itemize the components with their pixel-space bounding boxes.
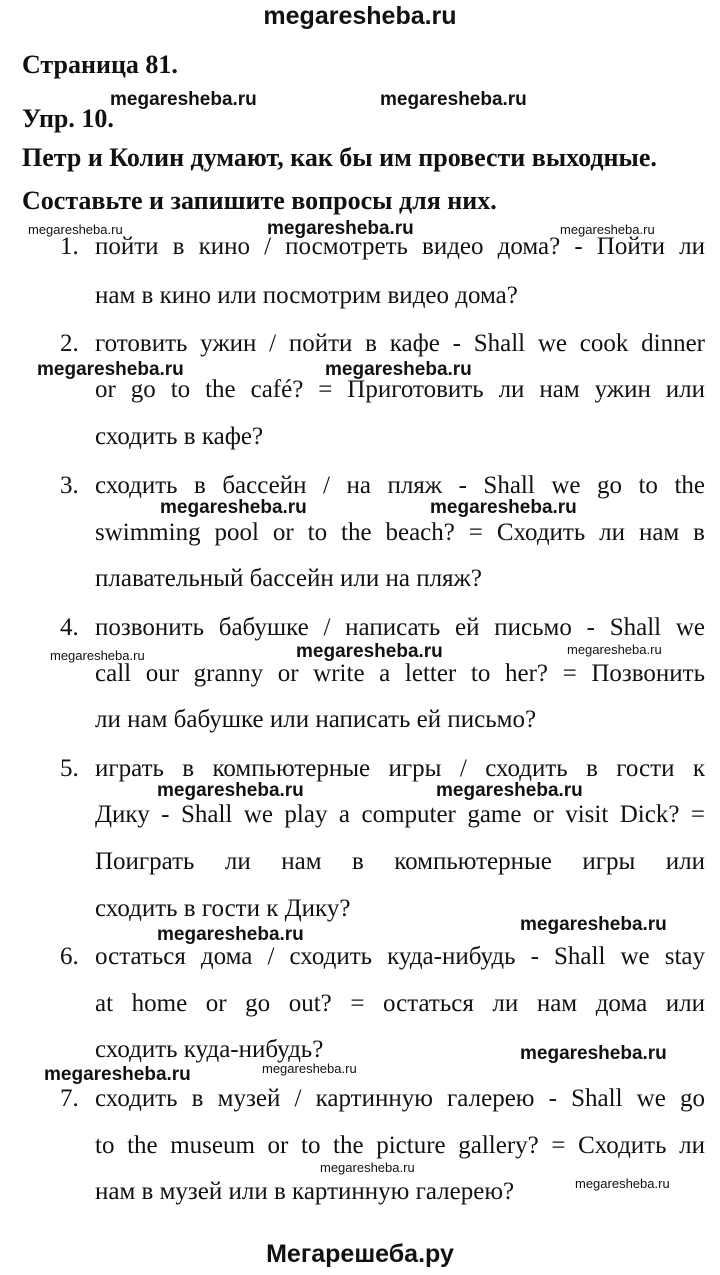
watermark-small: megaresheba.ru — [320, 1160, 415, 1175]
watermark: megaresheba.ru — [436, 780, 583, 801]
item-line: нам в музей или в картинную галерею? — [95, 1178, 515, 1205]
item-number: 7. — [60, 1085, 79, 1112]
item-line: to the museum or to the picture gallery? = Сходить ли — [95, 1132, 705, 1159]
item-line: at home or go out? = остаться ли нам дома или — [95, 990, 705, 1017]
watermark: megaresheba.ru — [37, 359, 184, 380]
task-line-2: Составьте и запишите вопросы для них. — [22, 186, 497, 215]
item-line: остаться дома / сходить куда-нибудь - Shall we stay — [95, 943, 705, 970]
watermark-small: megaresheba.ru — [560, 222, 655, 237]
watermark: megaresheba.ru — [157, 924, 304, 945]
item-line: ли нам бабушке или написать ей письмо? — [95, 706, 537, 733]
watermark: megaresheba.ru — [296, 641, 443, 662]
watermark-small: megaresheba.ru — [567, 642, 662, 657]
item-number: 5. — [60, 755, 79, 782]
item-line: Поиграть ли нам в компьютерные игры или — [95, 848, 705, 875]
item-number: 2. — [60, 330, 79, 357]
watermark: megaresheba.ru — [380, 89, 527, 110]
watermark-small: megaresheba.ru — [262, 1061, 357, 1076]
watermark: megaresheba.ru — [430, 497, 577, 518]
site-footer: Мегарешеба.ру — [266, 1240, 454, 1268]
item-line: сходить куда-нибудь? — [95, 1036, 324, 1063]
item-line: Дику - Shall we play a computer game or visit Dick? = — [95, 801, 705, 828]
item-line: сходить в бассейн / на пляж - Shall we go to the — [95, 472, 705, 499]
watermark: megaresheba.ru — [110, 89, 257, 110]
item-line: swimming pool or to the beach? = Сходить ли нам в — [95, 519, 705, 546]
item-line: or go to the café? = Приготовить ли нам ужин или — [95, 376, 705, 403]
watermark: megaresheba.ru — [157, 780, 304, 801]
site-header: megaresheba.ru — [263, 2, 457, 30]
item-line: пойти в кино / посмотреть видео дома? - Пойти ли — [95, 233, 705, 260]
task-line-1: Петр и Колин думают, как бы им провести выходные. — [22, 143, 657, 172]
item-line: call our granny or write a letter to her? = Позвонить — [95, 660, 705, 687]
item-line: сходить в гости к Дику? — [95, 895, 351, 922]
watermark: megaresheba.ru — [267, 218, 414, 239]
watermark-small: megaresheba.ru — [50, 648, 145, 663]
item-line: сходить в кафе? — [95, 423, 264, 450]
item-number: 4. — [60, 614, 79, 641]
item-line: готовить ужин / пойти в кафе - Shall we cook dinner — [95, 330, 705, 357]
item-number: 1. — [60, 233, 79, 260]
item-line: играть в компьютерные игры / сходить в гости к — [95, 755, 705, 782]
item-number: 3. — [60, 472, 79, 499]
watermark: megaresheba.ru — [520, 914, 667, 935]
item-line: нам в кино или посмотрим видео дома? — [95, 282, 518, 309]
watermark: megaresheba.ru — [520, 1043, 667, 1064]
page-number: Страница 81. — [22, 50, 178, 79]
watermark: megaresheba.ru — [160, 497, 307, 518]
watermark: megaresheba.ru — [325, 359, 472, 380]
exercise-number: Упр. 10. — [22, 104, 114, 133]
item-line: позвонить бабушке / написать ей письмо - Shall we — [95, 614, 705, 641]
item-line: сходить в музей / картинную галерею - Shall we go — [95, 1085, 705, 1112]
watermark-small: megaresheba.ru — [28, 222, 123, 237]
item-number: 6. — [60, 943, 79, 970]
item-line: плавательный бассейн или на пляж? — [95, 565, 482, 592]
watermark-small: megaresheba.ru — [575, 1176, 670, 1191]
watermark: megaresheba.ru — [44, 1064, 191, 1085]
